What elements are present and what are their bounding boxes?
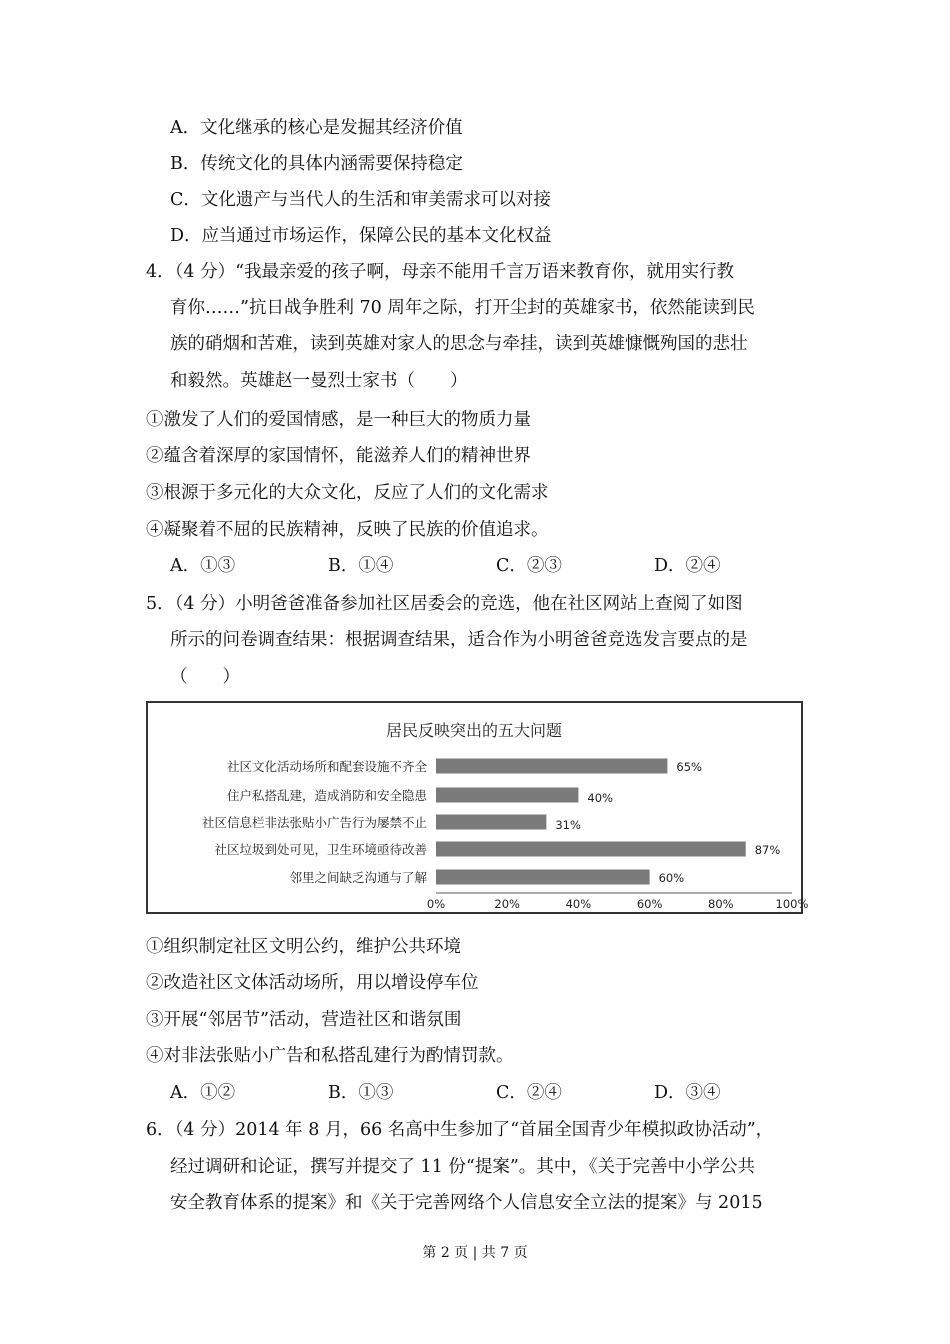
chart-category-label: 社区信息栏非法张贴小广告行为屡禁不止 <box>201 815 427 830</box>
q6-stem-line-3: 安全教育体系的提案》和《关于完善网络个人信息安全立法的提案》与 2015 <box>170 1193 763 1213</box>
q4-statement-4: ④凝聚着不屈的民族精神，反映了民族的价值追求。 <box>146 520 549 540</box>
chart-tick-label: 80% <box>708 897 734 911</box>
q4-statement-2: ②蕴含着深厚的家国情怀，能滋养人们的精神世界 <box>146 446 531 466</box>
chart-data-label: 40% <box>587 791 613 805</box>
q4-choice-b: B．①④ <box>328 556 394 576</box>
chart-bar <box>436 815 546 830</box>
chart-data-label: 87% <box>754 843 781 857</box>
q4-statement-1: ①激发了人们的爱国情感，是一种巨大的物质力量 <box>146 410 531 430</box>
survey-chart-svg <box>148 703 809 912</box>
survey-chart <box>146 701 809 914</box>
chart-category-label: 社区文化活动场所和配套设施不齐全 <box>226 759 427 774</box>
chart-data-label: 65% <box>676 760 702 774</box>
chart-category-label: 邻里之间缺乏沟通与了解 <box>289 870 427 885</box>
q3-option-b: B．传统文化的具体内涵需要保持稳定 <box>170 154 463 174</box>
q4-stem-line-1: 4．（4 分）“我最亲爱的孩子啊，母亲不能用千言万语来教育你，就用实行教 <box>146 262 735 282</box>
q6-stem-line-2: 经过调研和论证，撰写并提交了 11 份“提案”。其中，《关于完善中小学公共 <box>170 1157 756 1177</box>
q4-stem-line-3: 族的硝烟和苦难，读到英雄对家人的思念与牵挂，读到英雄慷慨殉国的悲壮 <box>170 334 748 354</box>
q5-choice-c: C．②④ <box>496 1083 562 1103</box>
q5-stem-line-3: （ ） <box>170 667 240 687</box>
chart-title: 居民反映突出的五大问题 <box>385 721 563 740</box>
q5-statement-1: ①组织制定社区文明公约，维护公共环境 <box>146 937 461 957</box>
q4-choice-a: A．①③ <box>170 556 236 576</box>
chart-bar <box>436 842 746 857</box>
q5-choice-d: D．③④ <box>654 1083 721 1103</box>
q6-stem-line-1: 6．（4 分）2014 年 8 月，66 名高中生参加了“首届全国青少年模拟政协活动”， <box>146 1120 774 1140</box>
q3-option-d: D．应当通过市场运作，保障公民的基本文化权益 <box>170 226 552 246</box>
q5-choice-b: B．①③ <box>328 1083 394 1103</box>
q5-statement-3: ③开展“邻居节”活动，营造社区和谐氛围 <box>146 1010 462 1030</box>
q4-stem-line-2: 育你……”抗日战争胜利 70 周年之际，打开尘封的英雄家书，依然能读到民 <box>170 298 755 318</box>
chart-category-label: 社区垃圾到处可见，卫生环境亟待改善 <box>214 842 427 857</box>
q5-statement-2: ②改造社区文体活动场所，用以增设停车位 <box>146 973 479 993</box>
chart-data-label: 60% <box>658 871 685 885</box>
chart-tick-label: 60% <box>636 897 663 911</box>
chart-tick-label: 100% <box>775 897 809 911</box>
chart-bar <box>436 788 578 803</box>
q5-stem-line-1: 5．（4 分）小明爸爸准备参加社区居委会的竞选，他在社区网站上查阅了如图 <box>146 594 743 614</box>
q4-choices <box>0 554 950 578</box>
q5-choices <box>0 1081 950 1105</box>
q4-choice-c: C．②③ <box>496 556 562 576</box>
chart-category-label: 住户私搭乱建，造成消防和安全隐患 <box>226 788 427 803</box>
q5-statement-4: ④对非法张贴小广告和私搭乱建行为酌情罚款。 <box>146 1046 514 1066</box>
page-footer: 第 2 页 | 共 7 页 <box>422 1245 528 1261</box>
chart-bar <box>436 870 650 885</box>
chart-tick-label: 40% <box>565 897 592 911</box>
q4-choice-d: D．②④ <box>654 556 721 576</box>
chart-tick-label: 20% <box>494 897 520 911</box>
chart-tick-label: 0% <box>426 897 446 911</box>
q3-option-a: A．文化继承的核心是发掘其经济价值 <box>170 118 463 138</box>
q5-stem-line-2: 所示的问卷调查结果：根据调查结果，适合作为小明爸爸竞选发言要点的是 <box>170 630 748 650</box>
q5-choice-a: A．①② <box>170 1083 236 1103</box>
chart-bar <box>436 759 667 774</box>
q4-statement-3: ③根源于多元化的大众文化，反应了人们的文化需求 <box>146 483 549 503</box>
chart-data-label: 31% <box>555 818 581 832</box>
q3-option-c: C．文化遗产与当代人的生活和审美需求可以对接 <box>170 190 551 210</box>
q4-stem-line-4: 和毅然。英雄赵一曼烈士家书（ ） <box>170 371 468 391</box>
